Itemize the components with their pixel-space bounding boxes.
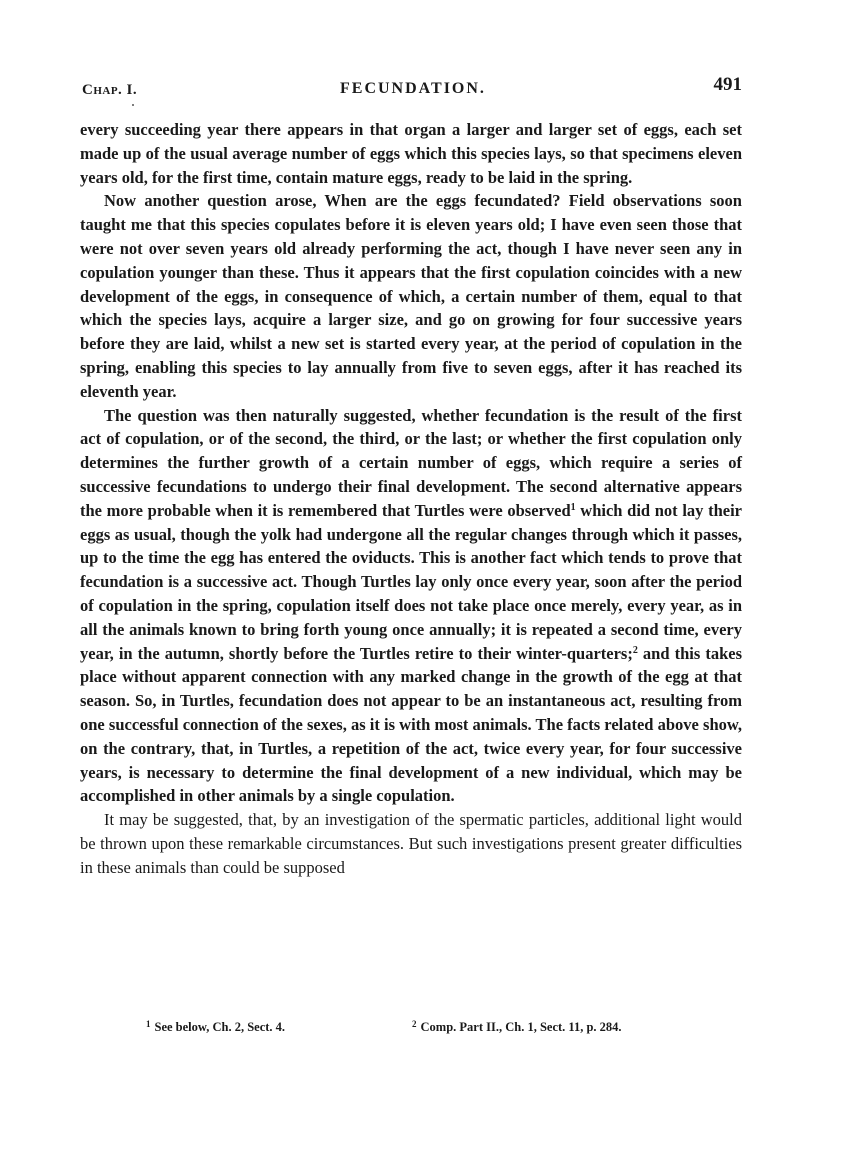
footnotes — [80, 1020, 742, 1040]
text-run: It may be suggested, that, by an investigation of the spermatic particles, additional light would be thrown upon these remarkable circumstances. But such investigations present greater difficulties in these animals than could be supposed — [80, 810, 742, 877]
print-speck — [132, 104, 134, 106]
text-run: and this takes place without apparent connection with any marked change in the growth of the egg at that season. So, in Turtles, fecundation does not appear to be an instantaneous act, resulting from one successful connection of the sexes, as it is with most animals. The facts related above show, on the contrary, that, in Turtles, a repetition of the act, twice every year, for four successive years, is necessary to determine the final development of a new individual, which may be accomplished in other animals by a single copulation. — [80, 643, 742, 806]
footnote-reference: 1 — [570, 501, 576, 513]
running-head — [82, 74, 742, 104]
running-title: FECUNDATION. — [340, 80, 486, 97]
footnote-text: Comp. Part II., Ch. 1, Sect. 11, p. 284. — [420, 1020, 622, 1034]
text-run: which did not lay their eggs as usual, though the yolk had undergone all the regular changes through which it passes, up to the time the egg has entered the oviducts. This is another fact which tends to prove that fecundation is a successive act. Though Turtles lay only once every year, soon after the period of copulation in the spring, copulation itself does not take place once merely, every year, as in all the animals known to bring forth young once annually; it is repeated a second time, every year, in the autumn, shortly before the Turtles retire to their winter-quarters; — [80, 500, 742, 663]
footnote — [146, 1020, 285, 1035]
paragraph — [80, 118, 742, 189]
body-text — [80, 118, 742, 880]
page-number: 491 — [713, 74, 742, 95]
text-run: Now another question arose, When are the eggs fecundated? Field observations soon taught me that this species copulates before it is eleven years old; I have even seen those that were not over seven years old already performing the act, though I have never seen any in copulation younger than these. Thus it appears that the first copulation coincides with a new development of the eggs, in consequence of which, a certain number of them, equal to that which the species lays, acquire a larger size, and go on growing for four successive years before they are laid, whilst a new set is started every year, at the period of copulation in the spring, enabling this species to lay annually from five to seven eggs, after it has reached its eleventh year. — [80, 191, 742, 401]
text-run: every succeeding year there appears in that organ a larger and larger set of eggs, each set made up of the usual average number of eggs which this species lays, so that specimens eleven years old, for the first time, contain mature eggs, ready to be laid in the spring. — [80, 120, 742, 187]
text-run: The question was then naturally suggested, whether fecundation is the result of the first act of copulation, or of the second, the third, or the last; or whether the first copulation only determines the further growth of a certain number of eggs, which require a series of successive fecundations to undergo their final development. The second alternative appears the more probable when it is remembered that Turtles were observed — [80, 405, 742, 520]
paragraph — [80, 189, 742, 403]
footnote-reference: 2 — [632, 644, 638, 656]
footnote-mark: 1 — [146, 1019, 151, 1029]
footnote-text: See below, Ch. 2, Sect. 4. — [154, 1020, 286, 1034]
chapter-label: Chap. I. — [82, 82, 138, 98]
paragraph — [80, 808, 742, 879]
footnote-mark: 2 — [412, 1019, 417, 1029]
footnote — [412, 1020, 622, 1035]
paragraph — [80, 404, 742, 809]
